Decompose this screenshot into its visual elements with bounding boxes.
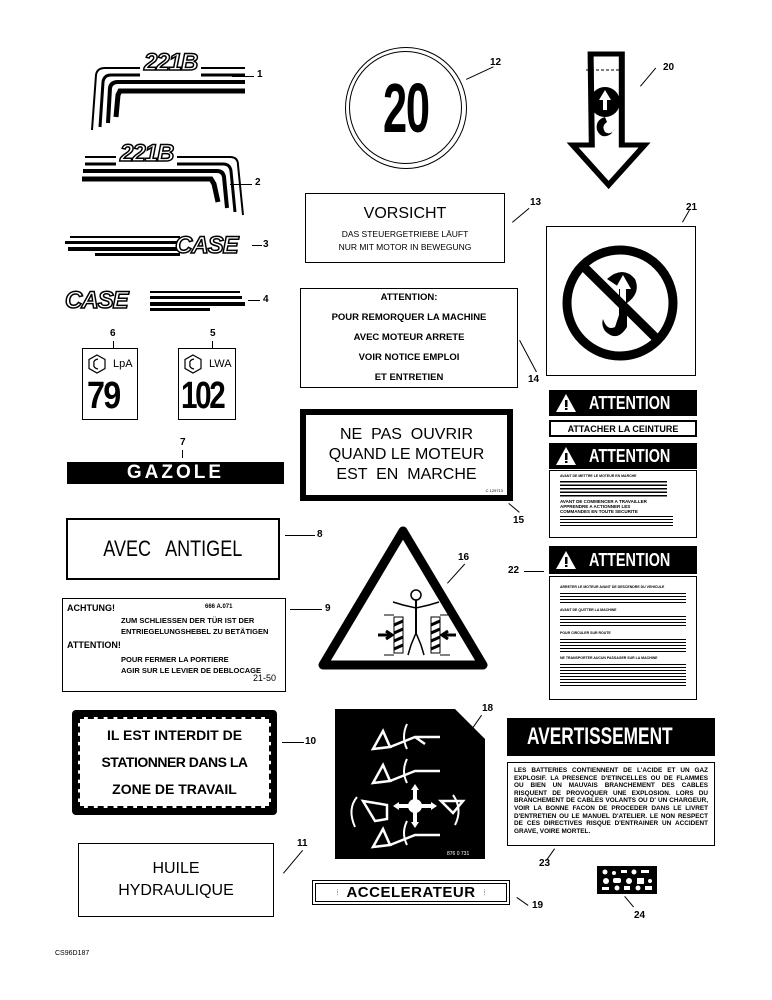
attention-instructions [549, 470, 697, 538]
line-1: IL EST INTERDIT DE [106, 727, 243, 743]
line-3: AVEC MOTEUR ARRETE [353, 332, 465, 343]
callout-16: 16 [458, 552, 470, 563]
warning-body: LES BATTERIES CONTIENNENT DE L'ACIDE ET UN GAZ EXPLOSIF. LA PRESENCE D'ETINCELLES OU DE FLAMMES OU BIEN UN MAUVAIS BRANCHEMENT DES CABLES RISQUENT DE PROVOQUER UNE EXPLOSION. LORS DU BRANCHEMENT DE CABLES VOLANTS OU D' UN CHARGEUR, VOIR LA BONNE FACON DE PROCEDER DANS LE LIVRET D'ENTRETIEN OU LE MANUEL D'ATELIER. LE NON RESPECT DE CES DIRECTIVES RISQUE D'ENTRAINER UN ACCIDENT GRAVE, VOIRE MORTEL. [514, 767, 708, 835]
attention-header [549, 390, 697, 416]
bar-left-icon: ⦙ [336, 887, 339, 897]
seatbelt-label [549, 420, 697, 437]
callout-2: 2 [255, 177, 261, 188]
callout-23: 23 [539, 858, 551, 869]
attention-header-3 [549, 546, 697, 574]
arrow-left-icon [442, 631, 456, 639]
pictogram-graphic [597, 866, 657, 894]
decal-vorsicht [305, 193, 505, 263]
gazole-label: GAZOLE [126, 462, 225, 483]
decal-hydraulic-oil [78, 843, 274, 917]
decal-do-not-open [300, 409, 513, 501]
callout-21: 21 [686, 202, 698, 213]
line-1: HUILE [152, 860, 200, 877]
attention-instructions-long [549, 576, 697, 700]
page-ref: 21-50 [253, 673, 277, 683]
text-fr-2: AGIR SUR LE LEVIER DE DEBLOCAGE [121, 666, 262, 675]
decal-towing [300, 288, 518, 388]
line-2: STATIONNER DANS LA [101, 754, 248, 770]
line-4: NE TRANSPORTER AUCUN PASSAGER SUR LA MACHINE [560, 656, 658, 660]
callout-5: 5 [210, 328, 216, 339]
warning-triangle-icon [555, 446, 577, 466]
part-code: C 129713 [485, 488, 503, 493]
crush-hazard-triangle [318, 525, 488, 670]
text-fr-1: POUR FERMER LA PORTIERE [121, 655, 229, 664]
control-pattern-graphic [335, 709, 485, 859]
callout-18: 18 [482, 703, 494, 714]
avertissement-header [507, 718, 715, 756]
decal-case-4 [65, 287, 255, 317]
seatbelt-text: ATTACHER LA CEINTURE [567, 423, 679, 434]
accelerateur-label: ACCELERATEUR [346, 884, 476, 901]
decal-221b-2 [80, 140, 260, 220]
warning-triangle-icon [555, 393, 577, 413]
decal-accelerateur [312, 880, 510, 905]
callout-24: 24 [634, 910, 646, 921]
callout-19: 19 [532, 900, 544, 911]
line-2: AVANT DE QUITTER LA MACHINE [560, 608, 617, 612]
decal-gazole [67, 462, 284, 484]
arrow-right-icon [378, 631, 392, 639]
callout-9: 9 [325, 603, 331, 614]
hexagon-ear-icon [183, 354, 203, 374]
attention-heading: ATTENTION [589, 445, 671, 466]
decal-case-3 [65, 232, 255, 262]
line-1: NE PAS OUVRIR [339, 426, 474, 443]
callout-7: 7 [180, 437, 186, 448]
line-3: POUR CIRCULER SUR ROUTE [560, 631, 611, 635]
line-1: DAS STEUERGETRIEBE LÄUFT [341, 228, 469, 239]
callout-11: 11 [297, 838, 308, 849]
callout-12: 12 [490, 57, 502, 68]
model-label: 221B [140, 49, 201, 77]
part-code: 666 A.071 [205, 604, 233, 610]
line-3: EST EN MARCHE [336, 466, 477, 483]
bar-right-icon: ⦙ [483, 887, 486, 897]
decal-control-pattern [335, 709, 485, 859]
callout-8: 8 [317, 529, 323, 540]
brand-label: CASE [65, 287, 128, 314]
line-2: POUR REMORQUER LA MACHINE [331, 312, 487, 323]
speed-value: 20 [382, 68, 429, 147]
noise-value: 79 [87, 375, 120, 417]
line-1: ARRETER LE MOTEUR AVANT DE DESCENDRE DU VEHICULE [560, 585, 665, 589]
no-lifting-symbol [547, 227, 694, 374]
decal-antigel [66, 518, 280, 580]
decal-pictogram [597, 866, 657, 894]
lifting-point-arrow [565, 50, 675, 190]
line-2: QUAND LE MOTEUR [328, 446, 485, 463]
part-code: 876 0 731 [447, 851, 470, 857]
line-5: ET ENTRETIEN [374, 372, 444, 383]
callout-14: 14 [528, 374, 540, 385]
speed-limit-sign [345, 47, 467, 169]
callout-4: 4 [263, 294, 269, 305]
text-de-2: ENTRIEGELUNGSHEBEL ZU BETÄTIGEN [121, 627, 269, 636]
figure-id: CS96D187 [55, 950, 90, 957]
symbol-label: LWA [209, 358, 232, 370]
heading-de: ACHTUNG! [67, 603, 115, 613]
battery-warning-text [507, 762, 715, 846]
callout-3: 3 [263, 239, 269, 250]
decal-no-lifting [546, 226, 696, 376]
line-2: AVANT DE COMMENCER A TRAVAILLER [560, 499, 647, 504]
attention-heading: ATTENTION [589, 549, 671, 570]
line-2: HYDRAULIQUE [118, 882, 234, 899]
callout-10: 10 [305, 736, 317, 747]
decal-no-standing [72, 710, 277, 815]
heading-fr: ATTENTION! [67, 640, 121, 650]
noise-value: 102 [181, 375, 224, 417]
line-4: COMMANDES EN TOUTE SECURITE [560, 509, 638, 514]
decal-221b-1 [80, 49, 260, 135]
attention-header-2 [549, 443, 697, 469]
hexagon-ear-icon [87, 354, 107, 374]
callout-22: 22 [508, 565, 520, 576]
callout-1: 1 [257, 69, 263, 80]
line-3: ZONE DE TRAVAIL [112, 781, 237, 797]
brand-label: CASE [175, 232, 238, 259]
callout-20: 20 [663, 62, 675, 73]
callout-15: 15 [513, 515, 525, 526]
text-de-1: ZUM SCHLIESSEN DER TÜR IST DER [121, 616, 255, 625]
line-4: VOIR NOTICE EMPLOI [358, 352, 460, 363]
symbol-label: LpA [113, 358, 133, 370]
person-head-icon [411, 590, 421, 600]
avertissement-heading: AVERTISSEMENT [527, 723, 673, 750]
attention-heading: ATTENTION [589, 392, 671, 413]
warning-triangle-icon [555, 550, 577, 570]
line-3: APPRENDRE A ACTIONNER LES [560, 504, 631, 509]
title: VORSICHT [363, 204, 447, 222]
model-label: 221B [116, 140, 177, 168]
callout-6: 6 [110, 328, 116, 339]
noise-label-lwa [178, 348, 236, 420]
decal-door-release [62, 598, 286, 692]
noise-label-lpa [82, 348, 138, 420]
line-2: NUR MIT MOTOR IN BEWEGUNG [338, 241, 472, 252]
callout-13: 13 [530, 197, 542, 208]
line-1: ATTENTION: [380, 292, 438, 303]
antigel-label: AVEC ANTIGEL [103, 536, 243, 561]
line-1: AVANT DE METTRE LE MOTEUR EN MARCHE [560, 474, 637, 478]
